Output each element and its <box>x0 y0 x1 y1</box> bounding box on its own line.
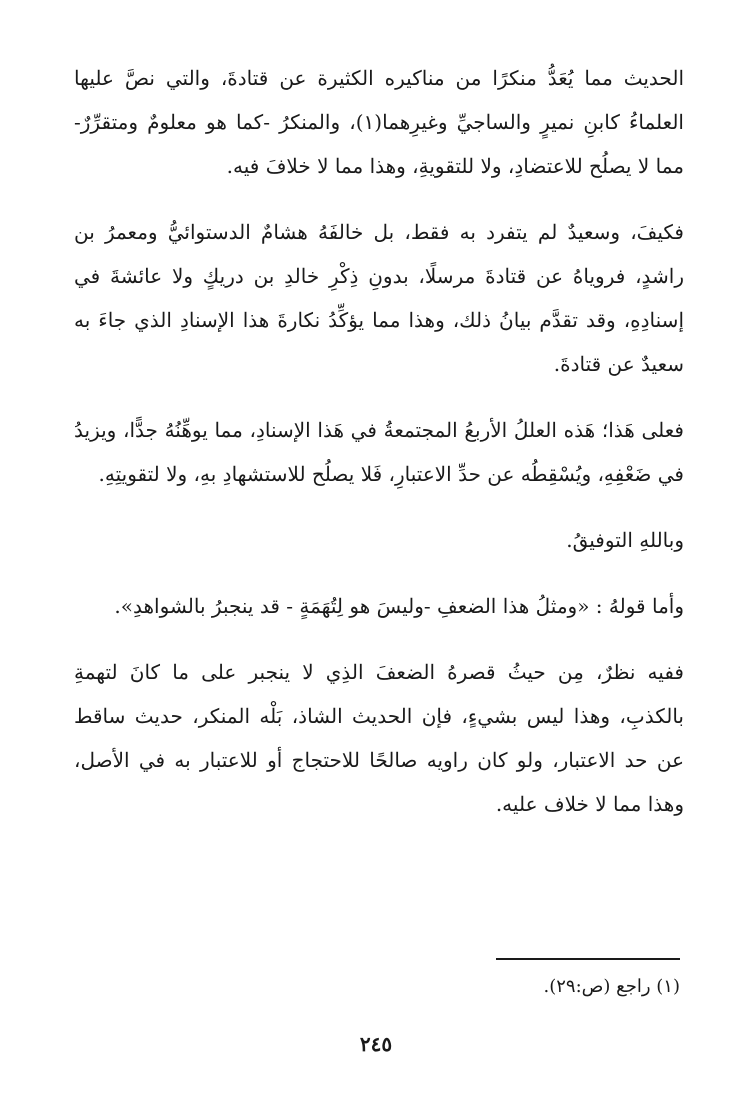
paragraph-2: فكيفَ، وسعيدٌ لم يتفرد به فقط، بل خالفَهُ هشامٌ الدستوائيُّ ومعمرُ بن راشدٍ، فروياهُ عن قتادةَ مرسلًا، بدونِ ذِكْرِ خالدِ بن دريكٍ ولا عائشةَ في إسنادِهِ، وقد تقدَّم بيانُ ذلك، وهذا مما يؤكِّدُ نكارةَ هذا الإسنادِ الذي جاءَ به سعيدٌ عن قتادةَ. <box>74 220 684 376</box>
footnote: (١) راجع (ص:٢٩). <box>543 976 680 997</box>
page-body <box>74 40 684 826</box>
page-number: ٢٤٥ <box>359 1032 393 1056</box>
paragraph-1: الحديث مما يُعَدُّ منكرًا من مناكيره الكثيرة عن قتادةَ، والتي نصَّ عليها العلماءُ كابنِ نميرٍ والساجيِّ وغيرِهما(١)، والمنكرُ -كما هو معلومٌ ومتقرِّرٌ- مما لا يصلُح للاعتضادِ، ولا للتقويةِ، وهذا مما لا خلافَ فيه. <box>74 66 684 178</box>
paragraph-6: ففيه نظرٌ، مِن حيثُ قصرهُ الضعفَ الذِي لا ينجبر على ما كانَ لتهمةِ بالكذبِ، وهذا ليس بشيءٍ، فإن الحديث الشاذ، بَلْه المنكر، حديث ساقط عن حد الاعتبار، ولو كان راويه صالحًا للاحتجاج أو للاعتبار به في الأصل، وهذا مما لا خلاف عليه. <box>74 660 684 816</box>
paragraph-3: فعلى هَذا؛ هَذه العللُ الأربعُ المجتمعةُ في هَذا الإسنادِ، مما يوهِّنُهُ جدًّا، ويزيدُ في ضَعْفِهِ، ويُسْقِطُه عن حدِّ الاعتبارِ، فَلا يصلُح للاستشهادِ بهِ، ولا لتقويتِهِ. <box>74 418 684 486</box>
paragraph-4: وباللهِ التوفيقُ. <box>566 528 684 552</box>
paragraph-5: وأما قولهُ : «ومثلُ هذا الضعفِ -وليسَ هو لِتُهَمَةٍ - قد ينجبرُ بالشواهدِ». <box>114 594 684 618</box>
footnote-divider <box>496 958 680 960</box>
